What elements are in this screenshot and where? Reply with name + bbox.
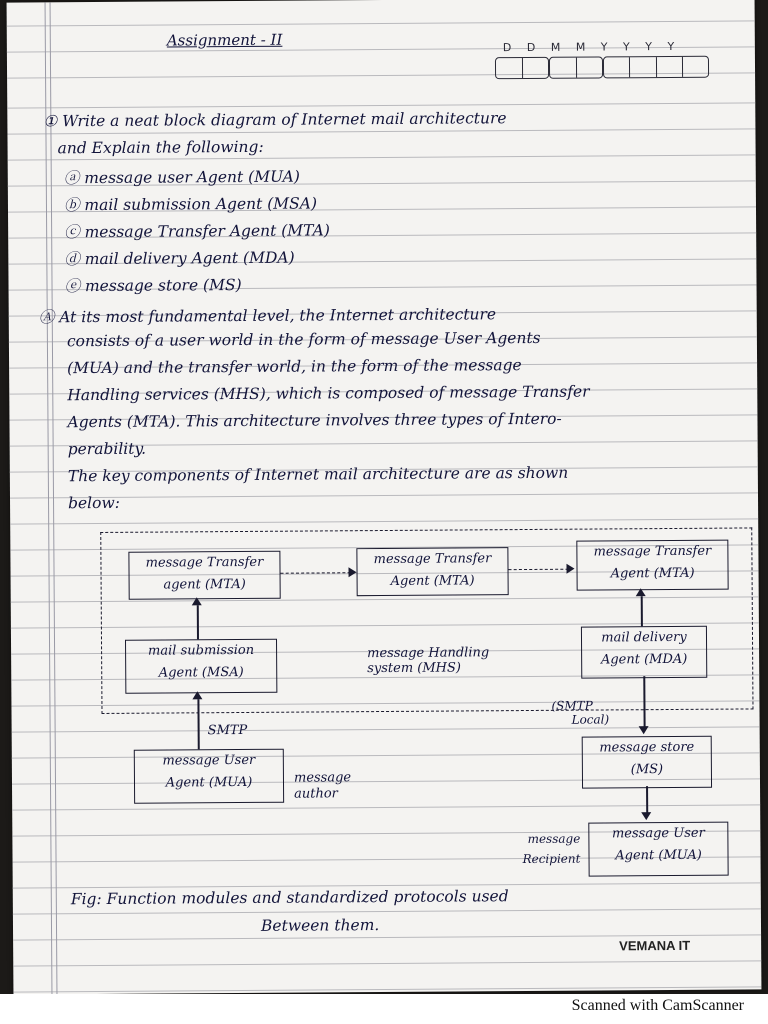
date-year-box xyxy=(603,56,709,79)
arrow-mda-mta3 xyxy=(641,596,643,626)
date-month-box xyxy=(549,56,603,78)
mta-box-3: message Transfer Agent (MTA) xyxy=(576,540,728,591)
scanner-footer xyxy=(0,994,768,1024)
question-line: ① Write a neat block diagram of Internet mail architecture xyxy=(43,109,507,131)
answer-line: Handling services (MHS), which is composed of message Transfer xyxy=(67,382,590,405)
notebook-page xyxy=(7,0,762,995)
mua-recipient-box: message User Agent (MUA) xyxy=(588,822,728,877)
scanner-footer-text: Scanned with CamScanner xyxy=(571,997,744,1014)
answer-line: below: xyxy=(67,493,120,513)
mta-box-1: message Transfer agent (MTA) xyxy=(128,551,280,600)
question-line: and Explain the following: xyxy=(57,137,264,158)
answer-line: The key components of Internet mail architecture are as shown xyxy=(67,463,569,486)
answer-line: Agents (MTA). This architecture involves three types of Intero- xyxy=(67,409,562,432)
answer-line: perability. xyxy=(67,439,147,459)
figure-caption: Fig: Function modules and standardized protocols used xyxy=(70,887,509,909)
arrow-ms-mua xyxy=(646,786,648,814)
mua-author-box: message User Agent (MUA) xyxy=(134,749,284,804)
smtp-local-label: (SMTP Local) xyxy=(551,698,610,727)
mhs-label: message Handling system (MHS) xyxy=(367,645,490,677)
smtp-left-label: SMTP xyxy=(207,722,248,739)
arrowhead xyxy=(636,588,646,596)
author-label: message author xyxy=(293,770,352,802)
question-line: ⓒ message Transfer Agent (MTA) xyxy=(64,221,330,242)
arrowhead xyxy=(192,691,202,699)
answer-line: (MUA) and the transfer world, in the form of the message xyxy=(67,356,522,378)
question-line: ⓑ mail submission Agent (MSA) xyxy=(63,194,318,215)
question-line: ⓐ message user Agent (MUA) xyxy=(63,167,300,188)
message-store-box: message store (MS) xyxy=(582,736,712,789)
msa-box: mail submission Agent (MSA) xyxy=(125,639,277,694)
recipient-label: message Recipient xyxy=(522,831,581,867)
figure-caption-line2: Between them. xyxy=(260,916,380,935)
arrowhead xyxy=(348,567,356,577)
arrowhead xyxy=(639,726,649,734)
answer-line: Ⓐ At its most fundamental level, the Internet architecture xyxy=(38,305,497,327)
question-line: ⓔ message store (MS) xyxy=(64,275,242,296)
arrowhead xyxy=(192,597,202,605)
arrow-msa-mta1 xyxy=(197,605,199,639)
arrow-mua-msa xyxy=(197,699,199,749)
mda-box: mail delivery Agent (MDA) xyxy=(581,626,707,679)
question-line: ⓓ mail delivery Agent (MDA) xyxy=(64,248,295,269)
page-title: Assignment - II xyxy=(166,30,283,50)
arrowhead xyxy=(566,564,574,574)
arrowhead xyxy=(641,812,651,820)
watermark-text: VEMANA IT xyxy=(619,937,691,954)
mta-box-2: message Transfer Agent (MTA) xyxy=(356,547,508,596)
date-labels: D D M M Y Y Y Y xyxy=(502,39,681,55)
answer-line: consists of a user world in the form of message User Agents xyxy=(66,328,541,351)
date-day-box xyxy=(495,57,549,79)
